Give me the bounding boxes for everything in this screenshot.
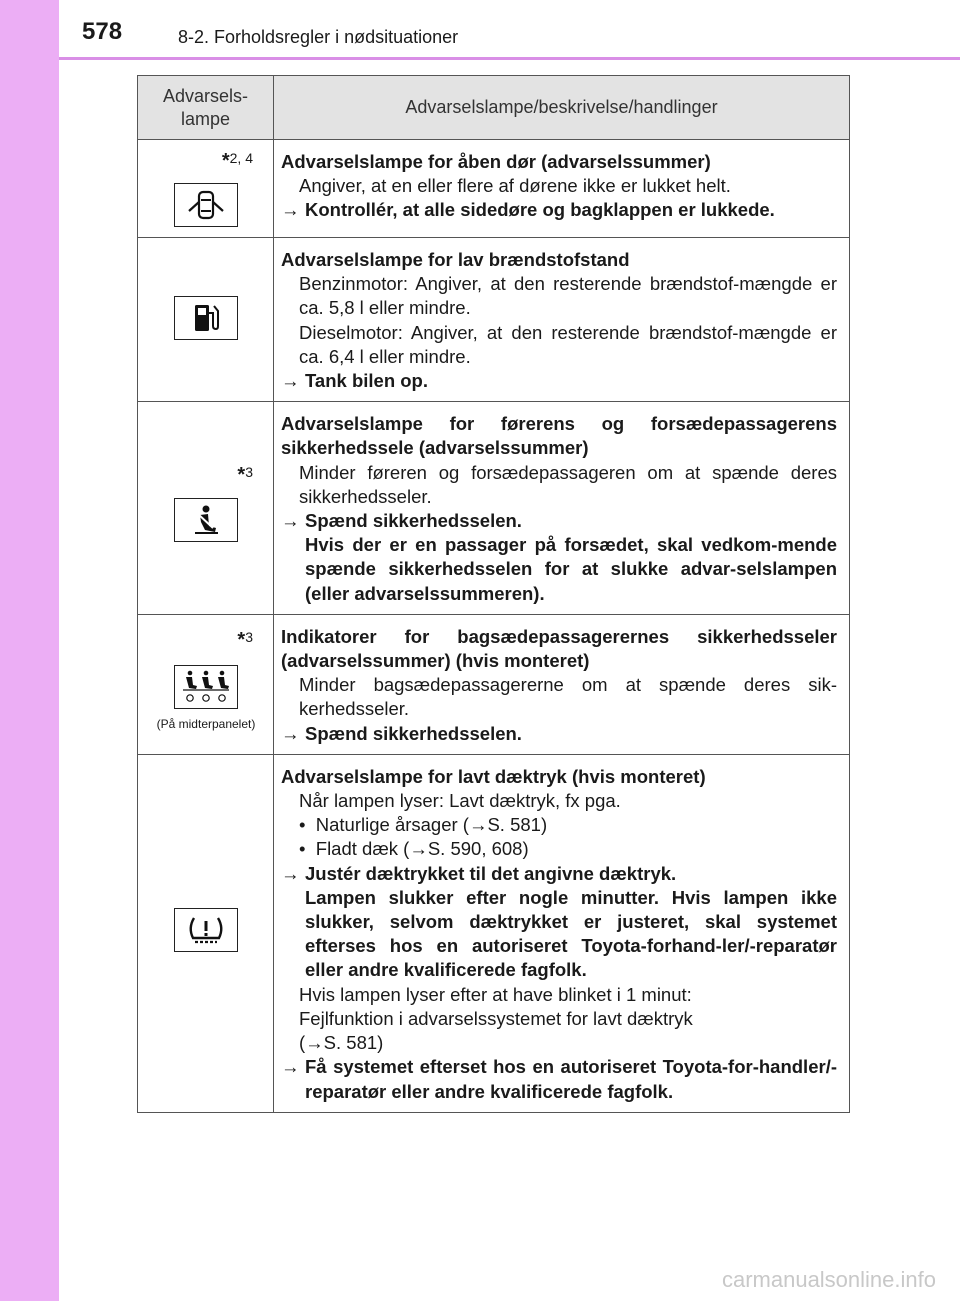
icon-cell — [138, 754, 274, 1112]
arrow-icon: → — [409, 838, 428, 860]
lamp-description: Når lampen lyser: Lavt dæktryk, fx pga. — [299, 790, 621, 812]
door-open-icon — [174, 183, 238, 227]
description-cell — [274, 402, 850, 615]
footnote-mark: *3 — [237, 464, 253, 487]
description-cell — [274, 754, 850, 1112]
lamp-description: Dieselmotor: Angiver, at den resterende brændstof-mængde er ca. 6,4 l eller mindre. — [299, 321, 837, 367]
footnote-mark: *2, 4 — [221, 150, 253, 172]
table-header-row — [138, 76, 850, 140]
icon-cell — [138, 402, 274, 615]
action-detail: Lampen slukker efter nogle minutter. Hvis lampen ikke slukker, selvom dæktrykket er justeret, skal systemet efterses hos en autoriseret Toyota-forhand-ler/-reparatør eller andre kvalificerede fagfolk. — [305, 886, 837, 981]
tire-pressure-icon — [174, 908, 238, 952]
lamp-title: Advarselslampe for lavt dæktryk (hvis monteret) — [281, 765, 706, 787]
lamp-title: Advarselslampe for førerens og forsædepassagerens sikkerhedssele (advarselssummer) — [281, 413, 837, 459]
lamp-description: Hvis lampen lyser efter at have blinket i 1 minut: — [299, 983, 692, 1005]
action-detail: Hvis der er en passager på forsædet, skal vedkom-mende spænde sikkerhedsselen for at slukke advar-selslampen (eller advarselssummeren). — [305, 534, 837, 604]
arrow-icon: → — [468, 814, 488, 836]
table-row — [138, 140, 850, 238]
action-line: → Kontrollér, at alle sidedøre og bagklappen er lukkede. — [281, 198, 837, 222]
lamp-title: Indikatorer for bagsædepassagerernes sikkerhedsseler (advarselssummer) (hvis monteret) — [281, 625, 837, 672]
lamp-description: Benzinmotor: Angiver, at den resterende brændstof-mængde er ca. 5,8 l eller mindre. — [299, 273, 837, 319]
fuel-pump-icon — [174, 296, 238, 340]
header-rule — [59, 57, 960, 60]
list-item: • Naturlige årsager (→S. 581) — [299, 814, 548, 836]
arrow-icon: → — [281, 1056, 300, 1078]
icon-caption: (På midterpanelet) — [156, 716, 256, 731]
lamp-title: Advarselslampe for åben dør (advarselssummer) — [281, 151, 711, 172]
arrow-icon: → — [305, 1032, 324, 1054]
warning-lamp-table — [137, 75, 850, 1113]
table-row — [138, 402, 850, 615]
lamp-title: Advarselslampe for lav brændstofstand — [281, 249, 630, 270]
footnote-mark: *3 — [237, 628, 253, 651]
arrow-icon: → — [281, 510, 300, 532]
seatbelt-icon — [174, 498, 238, 542]
watermark: carmanualsonline.info — [721, 1267, 936, 1292]
description-cell — [274, 140, 850, 238]
table-row — [138, 238, 850, 402]
action-line: → Spænd sikkerhedsselen. — [281, 722, 837, 746]
col2-header: Advarselslampe/beskrivelse/handlinger — [274, 76, 850, 140]
rear-seatbelt-icon — [174, 665, 238, 709]
arrow-icon: → — [281, 199, 300, 221]
table-row — [138, 614, 850, 754]
lamp-description: Fejlfunktion i advarselssystemet for lavt dæktryk — [299, 1007, 693, 1029]
arrow-icon: → — [281, 722, 300, 744]
lamp-description: Minder bagsædepassagererne om at spænde deres sik-kerhedsseler. — [299, 674, 837, 720]
col1-header: Advarsels- lampe — [138, 76, 274, 140]
sidebar-band — [0, 0, 59, 1301]
list-item: • Fladt dæk (→S. 590, 608) — [299, 838, 529, 860]
page-number: 578 — [82, 18, 123, 45]
lamp-description: Minder føreren og forsædepassageren om at spænde deres sikkerhedsseler. — [299, 461, 837, 507]
arrow-icon: → — [281, 862, 300, 884]
arrow-icon: → — [281, 370, 300, 392]
section-title: 8-2. Forholdsregler i nødsituationer — [178, 27, 459, 47]
action-line: → Spænd sikkerhedsselen. — [281, 509, 837, 533]
action-line: → Tank bilen op. — [281, 369, 837, 393]
lamp-description: (→S. 581) — [299, 1032, 384, 1054]
description-cell — [274, 238, 850, 402]
action-line: → Justér dæktrykket til det angivne dæktryk. — [281, 862, 837, 886]
icon-cell — [138, 238, 274, 402]
icon-cell — [138, 140, 274, 238]
icon-cell — [138, 614, 274, 754]
action-line: → Få systemet efterset hos en autoriseret Toyota-for-handler/-reparatør eller andre kvalificerede fagfolk. — [281, 1056, 837, 1102]
lamp-description: Angiver, at en eller flere af dørene ikke er lukket helt. — [299, 175, 731, 197]
description-cell — [274, 614, 850, 754]
table-row — [138, 754, 850, 1112]
